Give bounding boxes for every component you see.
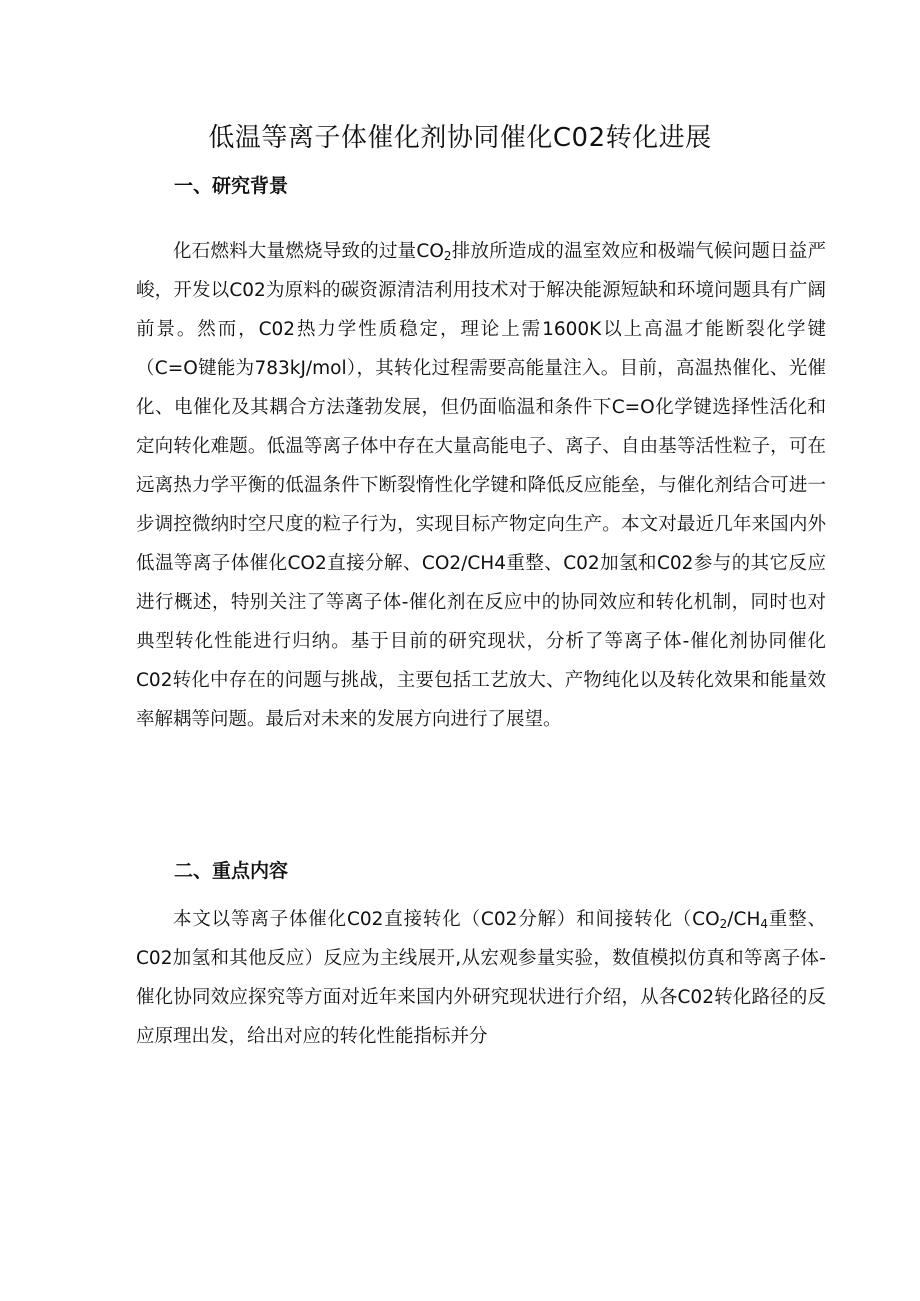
paragraph-background	[136, 232, 826, 739]
subscript: 2	[443, 249, 452, 263]
subscript: 2	[719, 917, 728, 931]
paragraph-text: ∕CH	[727, 909, 761, 930]
paragraph-text: 化石燃料大量燃烧导致的过量CO	[173, 241, 444, 262]
subscript: 4	[760, 917, 768, 931]
paragraph-text: 本文以等离子体催化C02直接转化（C02分解）和间接转化（CO	[173, 909, 720, 930]
section-heading-key-content: 二、重点内容	[174, 860, 289, 882]
paragraph-key-content	[136, 900, 826, 1056]
paragraph-text: 排放所造成的温室效应和极端气候问题日益严峻，开发以C02为原料的碳资源清洁利用技术对于解决能源短缺和环境问题具有广阔前景。然而，C02热力学性质稳定，理论上需1600K以上高温才能断裂化学键（C=O键能为783kJ∕mol），其转化过程需要高能量注入。目前，高温热催化、光催化、电催化及其耦合方法蓬勃发展，但仍面临温和条件下C=O化学键选择性活化和定向转化难题。低温等离子体中存在大量高能电子、离子、自由基等活性粒子，可在远离热力学平衡的低温条件下断裂惰性化学键和降低反应能垒，与催化剂结合可进一步调控微纳时空尺度的粒子行为，实现目标产物定向生产。本文对最近几年来国内外低温等离子体催化CO2直接分解、CO2/CH4重整、C02加氢和C02参与的其它反应进行概述，特别关注了等离子体-催化剂在反应中的协同效应和转化机制，同时也对典型转化性能进行归纳。基于目前的研究现状，分析了等离子体-催化剂协同催化C02转化中存在的问题与挑战，主要包括工艺放大、产物纯化以及转化效果和能量效率解耦等问题。最后对未来的发展方向进行了展望。	[136, 241, 826, 730]
paragraph-text: 重整、C02加氢和其他反应）反应为主线展开,从宏观参量实验，数值模拟仿真和等离子体-催化协同效应探究等方面对近年来国内外研究现状进行介绍，从各C02转化路径的反应原理出发，给出对应的转化性能指标并分	[136, 909, 826, 1047]
section-heading-background: 一、研究背景	[174, 175, 289, 197]
document-title: 低温等离子体催化剂协同催化C02转化进展	[208, 123, 712, 153]
